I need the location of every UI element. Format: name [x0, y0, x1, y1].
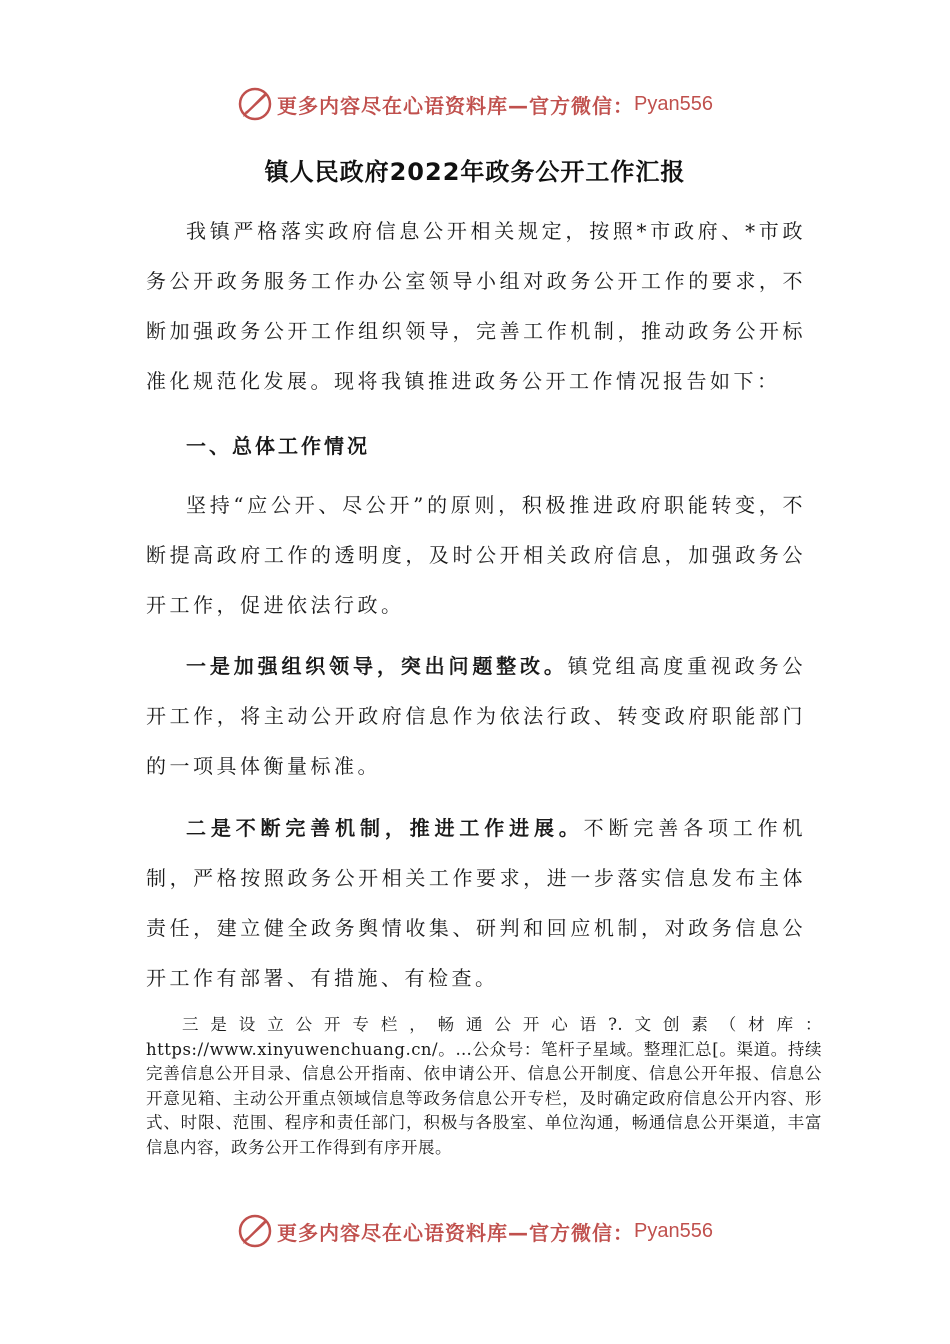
pen-nib-logo-icon — [237, 86, 273, 122]
document-title: 镇人民政府2022年政务公开工作汇报 — [264, 158, 686, 186]
banner-text: 更多内容尽在心语资料库—官方微信： — [277, 1220, 635, 1245]
item-one-lead: 一是加强组织领导，突出问题整改。 — [186, 654, 568, 678]
item-one-paragraph — [146, 641, 806, 791]
item-two-lead: 二是不断完善机制，推进工作进展。 — [186, 816, 584, 840]
pen-nib-logo-icon — [237, 1213, 273, 1249]
item-two-body: 不断完善各项工作机制，严格按照政务公开相关工作要求，进一步落实信息发布主体责任，建立健全政务舆情收集、研判和回应机制，对政务信息公开工作有部署、有措施、有检查。 — [146, 816, 807, 990]
item-one-body: 镇党组高度重视政务公开工作，将主动公开政府信息作为依法行政、转变政府职能部门的一项具体衡量标准。 — [146, 654, 807, 778]
banner-text: 更多内容尽在心语资料库—官方微信： — [277, 93, 635, 118]
footer-banner — [0, 1211, 950, 1251]
section-heading: 一、总体工作情况 — [186, 434, 370, 458]
item-two-paragraph — [146, 803, 806, 1003]
header-banner — [0, 84, 950, 124]
section-body-paragraph: 坚持“应公开、尽公开”的原则，积极推进政府职能转变，不断提高政府工作的透明度，及时公开相关政府信息，加强政务公开工作，促进依法行政。 — [146, 493, 806, 617]
banner-wechat-id: Pyan556 — [634, 92, 713, 115]
intro-paragraph: 我镇严格落实政府信息公开相关规定，按照*市政府、*市政务公开政务服务工作办公室领导小组对政务公开工作的要求，不断加强政务公开工作组织领导，完善工作机制，推动政务公开标准化规范化发展。现将我镇推进政务公开工作情况报告如下： — [146, 219, 806, 393]
item-three-paragraph: 三是设立公开专栏，畅通公开心语?.文创素（材库：https://www.xinyuwenchuang.cn/。…公众号：笔杆子星域。整理汇总[。渠道。持续完善信息公开目录、信息公开指南、依申请公开、信息公开制度、信息公开年报、信息公开意见箱、主动公开重点领域信息等政务信息公开专栏，及时确定政府信息公开内容、形式、时限、范围、程序和责任部门，积极与各股室、单位沟通，畅通信息公开渠道，丰富信息内容，政务公开工作得到有序开展。 — [146, 1015, 822, 1157]
banner-wechat-id: Pyan556 — [634, 1219, 713, 1242]
